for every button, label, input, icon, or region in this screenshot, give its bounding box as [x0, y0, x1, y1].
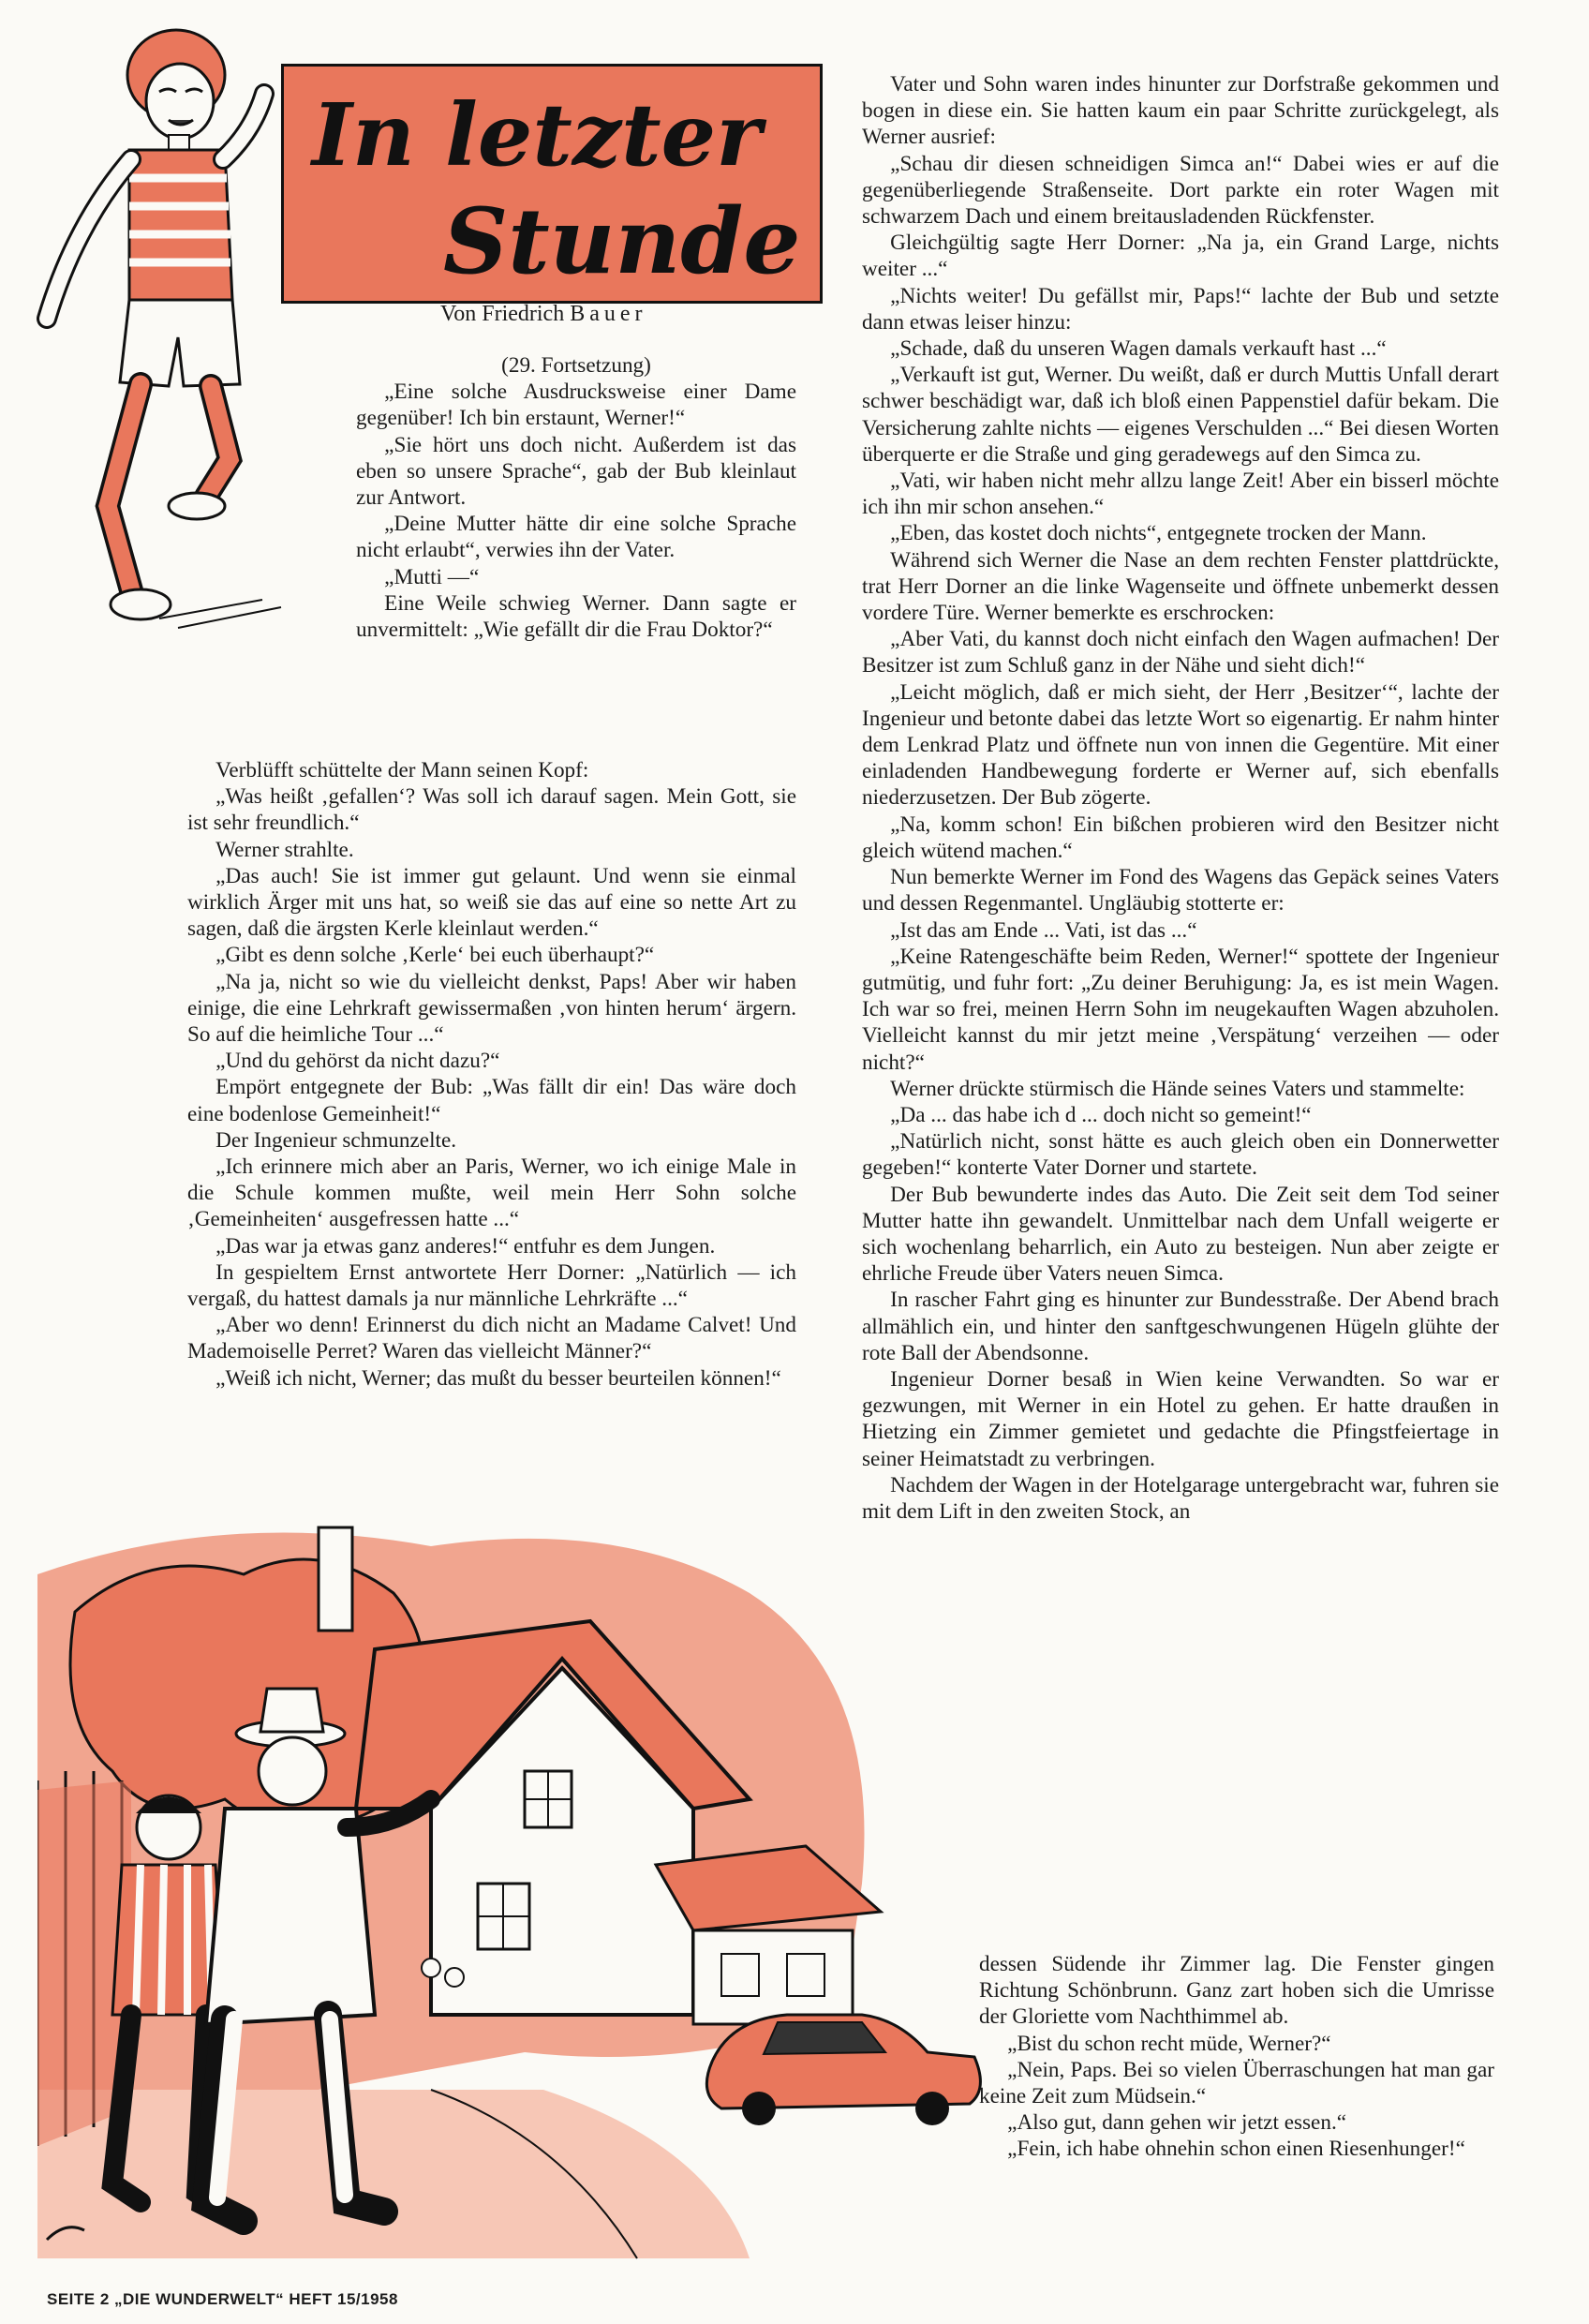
paragraph: „Schau dir diesen schneidigen Simca an!“ Dabei wies er auf die gegenüberliegende Straßenseite. Dort parkte ein roter Wagen mit schwarzem Dach und einem breitausladenden Rückfenster. — [862, 151, 1499, 230]
paragraph: „Was heißt ‚gefallen‘? Was soll ich darauf sagen. Mein Gott, sie ist sehr freundlich.“ — [187, 784, 796, 836]
paragraph: Werner strahlte. — [215, 837, 354, 862]
page-footer: SEITE 2 „DIE WUNDERWELT“ HEFT 15/1958 — [47, 2290, 398, 2308]
paragraph: „Gibt es denn solche ‚Kerle‘ bei euch überhaupt?“ — [215, 943, 655, 968]
paragraph: „Keine Ratengeschäfte beim Reden, Werner!“ spottete der Ingenieur gutmütig, und fuhr fort: „Zu deiner Beruhigung: Ja, es ist mein Wagen. Ich war so frei, meinen Herrn Sohn im neugekauften Wagen abzuholen. Vielleicht kannst du mir jetzt meine ‚Verspätung‘ verzeihen — oder nicht?“ — [862, 944, 1499, 1075]
installment-label: (29. Fortsetzung) — [501, 353, 651, 378]
paragraph: Während sich Werner die Nase an dem rechten Fenster plattdrückte, trat Herr Dorner an die linke Wagenseite und öffnete unbemerkt dessen vordere Türe. Werner bemerkte es erschrocken: — [862, 547, 1499, 626]
paragraph: „Nichts weiter! Du gefällst mir, Paps!“ lachte der Bub und setzte dann etwas leiser hinzu: — [862, 283, 1499, 335]
paragraph: „Sie hört uns doch nicht. Außerdem ist das eben so unsere Sprache“, gab der Bub kleinlaut zur Antwort. — [356, 432, 796, 511]
paragraph: Nachdem der Wagen in der Hotelgarage untergebracht war, fuhren sie mit dem Lift in den zweiten Stock, an — [862, 1472, 1499, 1524]
paragraph: „Bist du schon recht müde, Werner?“ — [1007, 2031, 1331, 2056]
paragraph: Gleichgültig sagte Herr Dorner: „Na ja, ein Grand Large, nichts weiter ...“ — [862, 231, 1499, 282]
paragraph: dessen Südende ihr Zimmer lag. Die Fenster gingen Richtung Schönbrunn. Ganz zart hoben sich die Umrisse der Gloriette vom Nachthimmel ab. — [979, 1952, 1494, 2030]
byline-prefix: Von Friedrich — [440, 302, 571, 326]
title-panel — [281, 64, 823, 304]
running-boy-illustration — [19, 19, 300, 675]
paragraph: „Natürlich nicht, sonst hätte es auch gleich oben ein Donnerwetter gegeben!“ konterte Vater Dorner und startete. — [862, 1129, 1499, 1181]
paragraph: „Vati, wir haben nicht mehr allzu lange Zeit! Aber ein bisserl möchte ich ihn mir schon ansehen.“ — [862, 469, 1499, 520]
title-lettering — [284, 67, 820, 301]
title-line-2: Stunde — [443, 188, 801, 294]
byline-author: Bauer — [570, 302, 647, 326]
byline — [440, 302, 647, 327]
paragraph: „Deine Mutter hätte dir eine solche Sprache nicht erlaubt“, verwies ihn der Vater. — [356, 512, 796, 563]
right-column-top — [862, 71, 1499, 1525]
paragraph: „Eben, das kostet doch nichts“, entgegnete trocken der Mann. — [890, 521, 1427, 546]
paragraph: „Ich erinnere mich aber an Paris, Werner, wo ich einige Male in die Schule kommen mußte, weil mein Herr Sohn solche ‚Gemeinheiten‘ ausgefressen hatte ...“ — [187, 1155, 796, 1232]
left-column-bottom — [187, 757, 796, 1392]
paragraph: „Schade, daß du unseren Wagen damals verkauft hast ...“ — [890, 336, 1387, 362]
paragraph: „Leicht möglich, daß er mich sieht, der Herr ‚Besitzer‘“, lachte der Ingenieur und betonte dabei das letzte Wort so eigenartig. Er nahm hinter dem Lenkrad Platz und öffnete nun von innen die Gegentüre. Mit einer einladenden Handbewegung forderte er Werner auf, sich ebenfalls niederzusetzen. Der Bub zögerte. — [862, 679, 1499, 811]
paragraph: „Also gut, dann gehen wir jetzt essen.“ — [1007, 2110, 1347, 2136]
paragraph: Nun bemerkte Werner im Fond des Wagens das Gepäck seines Vaters und dessen Regenmantel. Ungläubig stotterte er: — [862, 865, 1499, 916]
paragraph: In gespieltem Ernst antwortete Herr Dorner: „Natürlich — ich vergaß, du hattest damals ja nur männliche Lehrkräfte ...“ — [187, 1259, 796, 1312]
paragraph: „Fein, ich habe ohnehin schon einen Riesenhunger!“ — [1007, 2137, 1465, 2162]
paragraph: „Na ja, nicht so wie du vielleicht denkst, Paps! Aber wir haben einige, die eine Lehrkraft gewissermaßen ‚von hinten herum‘ ärgern. So auf die heimliche Tour ...“ — [187, 969, 796, 1048]
paragraph: Verblüfft schüttelte der Mann seinen Kopf: — [215, 758, 589, 782]
paragraph: „Das auch! Sie ist immer gut gelaunt. Und wenn sie einmal wirklich Ärger mit uns hat, so weiß sie das auf eine so nette Art zu sagen, daß die ärgsten Kerle kleinlaut werden.“ — [187, 863, 796, 942]
paragraph: „Ist das am Ende ... Vati, ist das ...“ — [890, 917, 1197, 943]
paragraph: Werner drückte stürmisch die Hände seines Vaters und stammelte: — [890, 1076, 1465, 1101]
paragraph: In rascher Fahrt ging es hinunter zur Bundesstraße. Der Abend brach allmählich ein, und hinter den sanftgeschwungenen Hügeln glühte der rote Ball der Abendsonne. — [862, 1288, 1499, 1365]
paragraph: Eine Weile schwieg Werner. Dann sagte er unvermittelt: „Wie gefällt dir die Frau Doktor?“ — [356, 590, 796, 643]
paragraph: „Weiß ich nicht, Werner; das mußt du besser beurteilen können!“ — [215, 1365, 781, 1391]
paragraph: „Und du gehörst da nicht dazu?“ — [215, 1049, 500, 1074]
paragraph: „Verkauft ist gut, Werner. Du weißt, daß er durch Muttis Unfall derart schwer beschädigt war, daß ich bloß einen Pappenstiel dafür bekam. Die Versicherung zahlte nichts — eigenes Verschulden ...“ Bei diesen Worten überquerte er die Straße und ging geradewegs auf den Simca zu. — [862, 363, 1499, 467]
paragraph: „Mutti —“ — [384, 564, 480, 589]
paragraph: „Aber wo denn! Erinnerst du dich nicht an Madame Calvet! Und Mademoiselle Perret? Waren das vielleicht Männer?“ — [187, 1313, 796, 1364]
paragraph: „Eine solche Ausdrucksweise einer Dame gegenüber! Ich bin erstaunt, Werner!“ — [356, 380, 796, 431]
paragraph: Vater und Sohn waren indes hinunter zur Dorfstraße gekommen und bogen in diese ein. Sie hatten kaum ein paar Schritte zurückgelegt, als Werner ausrief: — [862, 72, 1499, 150]
left-column-top — [356, 352, 796, 643]
paragraph: Ingenieur Dorner besaß in Wien keine Verwandten. So war er gezwungen, mit Werner in ein Hotel zu gehen. Er hatte draußen in Hietzing ein Zimmer gemietet und gedachte die Pfingstfeiertage in seiner Heimatstadt zu verbringen. — [862, 1366, 1499, 1471]
paragraph: Der Ingenieur schmunzelte. — [215, 1127, 457, 1153]
paragraph: Der Bub bewunderte indes das Auto. Die Zeit seit dem Tod seiner Mutter hatte ihn gewandelt. Unmittelbar nach dem Unfall weigerte er sich wochenlang beharrlich, ein Auto zu besteigen. Nun aber zeigte er ehrliche Freude über Vaters neuen Simca. — [862, 1182, 1499, 1287]
paragraph: „Das war ja etwas ganz anderes!“ entfuhr es dem Jungen. — [215, 1233, 716, 1259]
street-scene-illustration — [37, 1490, 993, 2277]
paragraph: Empört entgegnete der Bub: „Was fällt dir ein! Das wäre doch eine bodenlose Gemeinheit!“ — [187, 1075, 796, 1126]
paragraph: „Na, komm schon! Ein bißchen probieren wird den Besitzer nicht gleich wütend machen.“ — [862, 812, 1499, 863]
paragraph: „Nein, Paps. Bei so vielen Überraschungen hat man gar keine Zeit zum Müdsein.“ — [979, 2057, 1494, 2109]
title-line-1: In letzter — [312, 84, 762, 186]
right-column-bottom — [979, 1951, 1494, 2163]
paragraph: „Da ... das habe ich d ... doch nicht so gemeint!“ — [890, 1102, 1312, 1127]
paragraph: „Aber Vati, du kannst doch nicht einfach den Wagen aufmachen! Der Besitzer ist zum Schluß ganz in der Nähe und sieht dich!“ — [862, 627, 1499, 678]
